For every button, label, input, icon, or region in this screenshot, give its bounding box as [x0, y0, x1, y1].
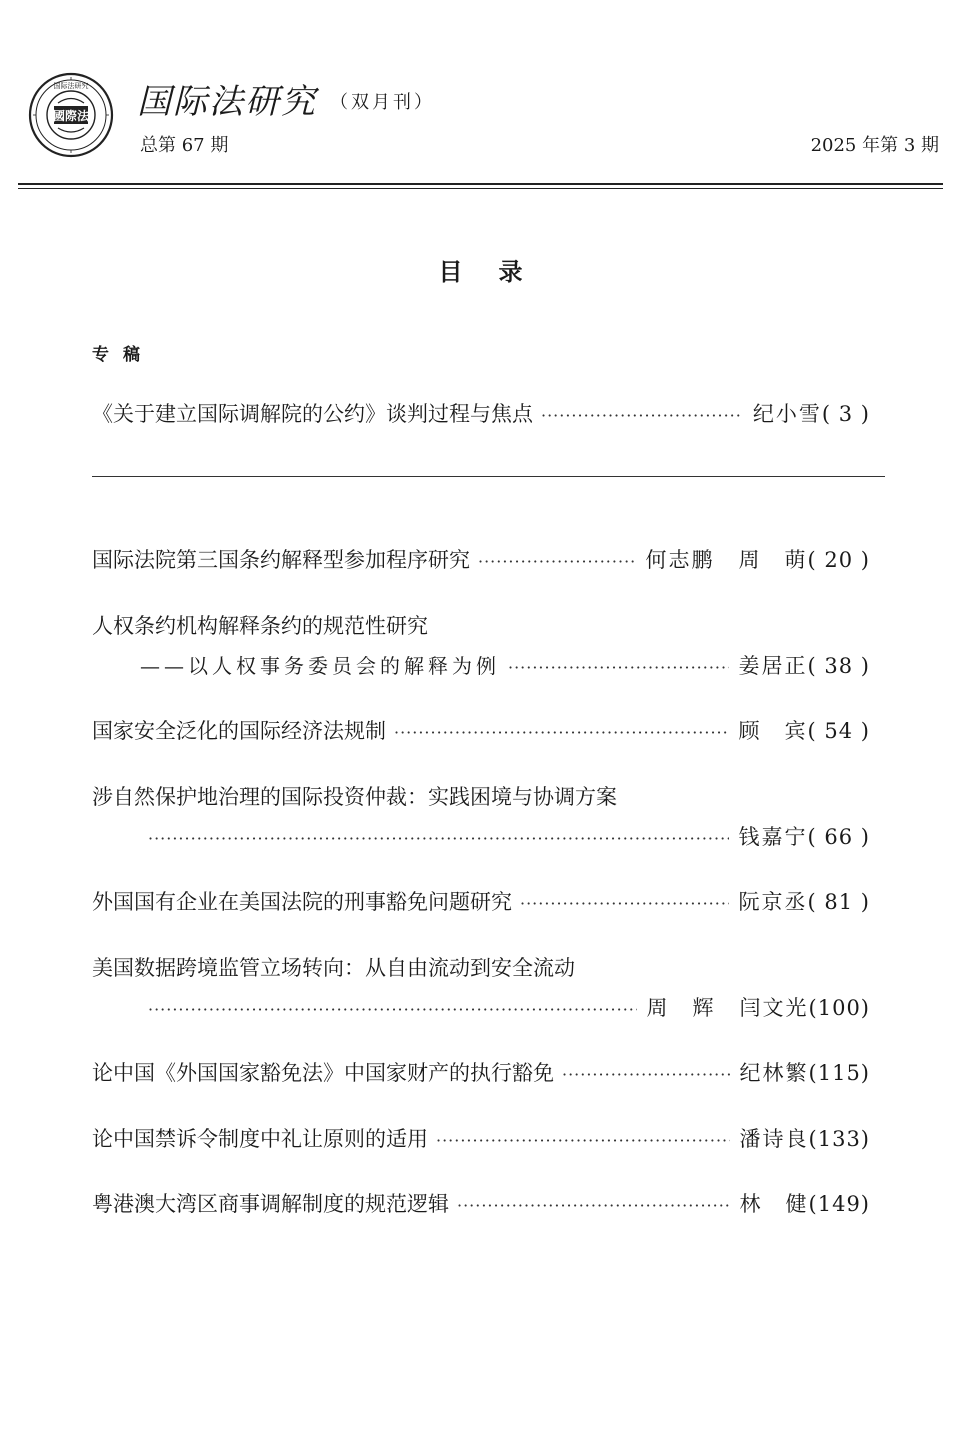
entry-page: (133): [808, 1127, 870, 1151]
entry-title: 国家安全泛化的国际经济法规制: [92, 719, 386, 743]
issue-total-number: 总第 67 期: [140, 135, 229, 156]
entry-page: ( 3 ): [821, 402, 870, 426]
toc-entry[interactable]: [148, 992, 870, 1024]
section-divider: [92, 476, 885, 477]
toc-entry[interactable]: [92, 1057, 870, 1089]
journal-subtitle: （双月刊）: [330, 92, 435, 113]
header-rule-thin: [18, 188, 943, 189]
header-rule-thick: [18, 183, 943, 185]
entry-page: ( 38 ): [807, 654, 870, 678]
toc-heading: 目录: [438, 258, 559, 286]
dot-leader: [394, 723, 729, 742]
dot-leader: [520, 894, 729, 913]
journal-title: 国际法研究: [137, 82, 317, 122]
entry-authors: [647, 992, 809, 1022]
entry-author: 钱嘉宁: [738, 825, 808, 849]
entry-title: 外国国有企业在美国法院的刑事豁免问题研究: [92, 890, 512, 914]
dot-leader: [508, 658, 729, 677]
entry-title: 论中国禁诉令制度中礼让原则的适用: [92, 1127, 428, 1151]
entry-author: 顾 宾: [738, 719, 808, 743]
issue-year-number: 2025 年第 3 期: [810, 135, 939, 156]
toc-entry[interactable]: [92, 715, 870, 747]
toc-entry[interactable]: [92, 1123, 870, 1155]
section-label-special: 专稿: [92, 345, 154, 365]
entry-author: 阮京丞: [738, 890, 808, 914]
entry-title: 论中国《外国国家豁免法》中国家财产的执行豁免: [92, 1061, 554, 1085]
toc-entry[interactable]: [140, 650, 870, 682]
entry-author: 纪小雪: [752, 402, 822, 426]
entry-author: 周 辉: [646, 996, 716, 1020]
entry-page: ( 20 ): [807, 548, 870, 572]
dot-leader: [148, 1000, 637, 1019]
entry-author: 潘诗良: [739, 1127, 809, 1151]
entry-title[interactable]: 人权条约机构解释条约的规范性研究: [92, 614, 428, 638]
entry-title: 《关于建立国际调解院的公约》谈判过程与焦点: [92, 402, 533, 426]
dot-leader: [457, 1196, 730, 1215]
dot-leader: [436, 1131, 730, 1150]
toc-entry[interactable]: [92, 544, 870, 576]
entry-authors: [646, 544, 808, 574]
dot-leader: [541, 406, 743, 425]
entry-title[interactable]: 涉自然保护地治理的国际投资仲裁：实践困境与协调方案: [92, 785, 617, 809]
toc-entry-featured[interactable]: [92, 398, 870, 430]
svg-text:国际法研究: 国际法研究: [53, 82, 89, 90]
entry-page: ( 81 ): [807, 890, 870, 914]
entry-subtitle: ——以人权事务委员会的解释为例: [140, 654, 500, 678]
entry-page: ( 54 ): [807, 719, 870, 743]
entry-author: 林 健: [739, 1192, 809, 1216]
toc-entry[interactable]: [148, 821, 870, 853]
entry-page: (100): [808, 996, 870, 1020]
entry-author: 闫文光: [739, 996, 809, 1020]
entry-author: 纪林繁: [739, 1061, 809, 1085]
entry-page: (115): [808, 1061, 870, 1085]
entry-title[interactable]: 美国数据跨境监管立场转向：从自由流动到安全流动: [92, 956, 575, 980]
entry-title: 国际法院第三国条约解释型参加程序研究: [92, 548, 470, 572]
toc-entry[interactable]: [92, 886, 870, 918]
entry-author: 周 萌: [738, 548, 808, 572]
dot-leader: [148, 829, 729, 848]
entry-page: (149): [808, 1192, 870, 1216]
dot-leader: [562, 1065, 730, 1084]
entry-page: ( 66 ): [807, 825, 870, 849]
dot-leader: [478, 552, 636, 571]
journal-seal-logo: [28, 72, 114, 158]
svg-text:國際法: 國際法: [52, 109, 90, 123]
entry-author: 何志鹏: [645, 548, 715, 572]
toc-entry[interactable]: [92, 1188, 870, 1220]
entry-title: 粤港澳大湾区商事调解制度的规范逻辑: [92, 1192, 449, 1216]
entry-author: 姜居正: [738, 654, 808, 678]
